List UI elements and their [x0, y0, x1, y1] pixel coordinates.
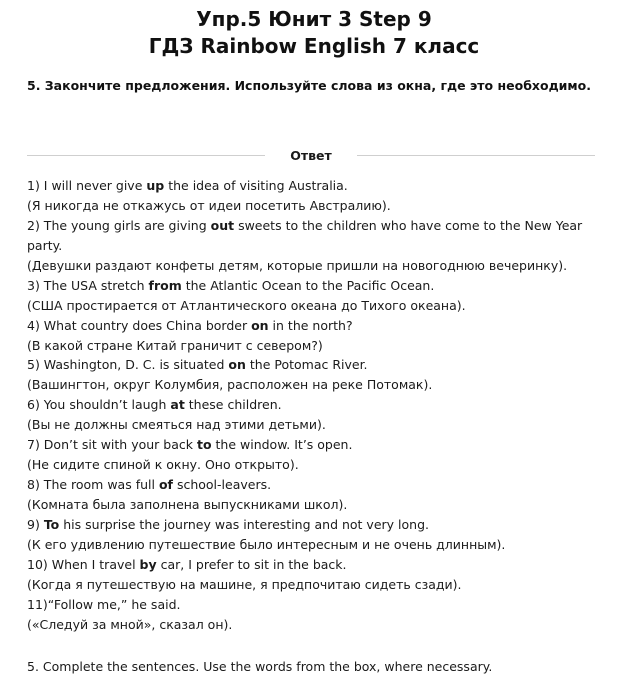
- answer-keyword: To: [43, 516, 60, 532]
- answer-ru-line: («Следуй за мной», сказал он).: [27, 616, 233, 632]
- answer-en-text: 1) I will never give: [27, 178, 147, 193]
- answer-ru-line: (Я никогда не откажусь от идеи посетить Австралию).: [27, 197, 391, 213]
- answer-ru-line: (Не сидите спиной к окну. Оно открыто).: [27, 457, 299, 473]
- answer-en-line: [27, 176, 607, 196]
- answer-keyword: of: [158, 477, 173, 493]
- answer-en-text: 8) The room was full: [27, 477, 159, 493]
- answer-keyword: out: [210, 217, 235, 233]
- answer-en-text: 5) Washington, D. C. is situated: [27, 357, 229, 373]
- answer-en-text: these children.: [184, 397, 282, 413]
- answer-en-text: 2) The young girls are giving: [27, 217, 211, 233]
- page-subtitle: ГДЗ Rainbow English 7 класс: [148, 34, 480, 58]
- task-instruction: 5. Закончите предложения. Используйте слова из окна, где это необходимо.: [27, 78, 591, 93]
- answer-en-text: 7) Don’t sit with your back: [27, 437, 197, 453]
- answer-en-text: 3) The USA stretch: [27, 277, 149, 293]
- answer-divider: [27, 146, 595, 166]
- answer-en-text: 10) When I travel: [27, 556, 140, 572]
- answer-en-line: [27, 276, 607, 296]
- answer-en-text: 4) What country does China border: [27, 317, 252, 333]
- answer-keyword: from: [148, 277, 182, 293]
- answer-keyword: to: [196, 437, 212, 453]
- answer-en-text: 6) You shouldn’t laugh: [27, 397, 171, 413]
- answer-keyword: on: [228, 357, 246, 373]
- answer-heading: Ответ: [290, 148, 332, 163]
- answer-en-text: sweets to the children who have come to the New Year: [234, 217, 583, 233]
- answer-en-line: [27, 595, 607, 615]
- answer-ru-line: (В какой стране Китай граничит с севером?): [27, 337, 323, 353]
- answer-ru-line: (К его удивлению путешествие было интересным и не очень длинным).: [27, 536, 506, 552]
- answer-en-text: the window. It’s open.: [211, 437, 353, 453]
- answer-list: [27, 176, 607, 635]
- answer-en-line-cont: party.: [27, 237, 63, 253]
- answer-en-line: [27, 475, 607, 495]
- answer-en-line: [27, 395, 607, 415]
- answer-en-text: the Atlantic Ocean to the Pacific Ocean.: [181, 277, 435, 293]
- answer-keyword: at: [170, 397, 185, 413]
- answer-ru-line: (Вашингтон, округ Колумбия, расположен на реке Потомак).: [27, 377, 433, 393]
- answer-ru-line: (США простирается от Атлантического океана до Тихого океана).: [27, 297, 466, 313]
- answer-en-line: [27, 216, 607, 236]
- answer-ru-line: (Девушки раздают конфеты детям, которые пришли на новогоднюю вечеринку).: [27, 257, 568, 273]
- answer-en-text: car, I prefer to sit in the back.: [156, 556, 347, 572]
- answer-en-text: his surprise the journey was interesting and not very long.: [59, 516, 429, 532]
- answer-ru-line: (Когда я путешествую на машине, я предпочитаю сидеть сзади).: [27, 576, 462, 592]
- answer-en-text: in the north?: [268, 317, 353, 333]
- task-instruction-en: 5. Complete the sentences. Use the words from the box, where necessary.: [27, 659, 493, 674]
- answer-en-text: school-leavers.: [172, 477, 272, 493]
- answer-en-line: [27, 355, 607, 375]
- divider-line-right: [357, 155, 595, 156]
- answer-en-text: 9): [27, 516, 44, 532]
- answer-ru-line: (Комната была заполнена выпускниками школ).: [27, 497, 348, 512]
- answer-en-line: [27, 555, 607, 575]
- answer-keyword: by: [139, 556, 157, 572]
- answer-en-line: [27, 435, 607, 455]
- answer-en-text: the Potomac River.: [245, 357, 368, 373]
- answer-keyword: up: [146, 178, 165, 193]
- answer-en-line: [27, 316, 607, 336]
- answer-en-text: 11)“Follow me,” he said.: [27, 596, 181, 612]
- answer-en-line: [27, 515, 607, 535]
- page-title: Упр.5 Юнит 3 Step 9: [196, 7, 432, 31]
- answer-ru-line: (Вы не должны смеяться над этими детьми).: [27, 417, 326, 433]
- answer-en-text: the idea of visiting Australia.: [164, 178, 348, 193]
- answer-keyword: on: [251, 317, 269, 333]
